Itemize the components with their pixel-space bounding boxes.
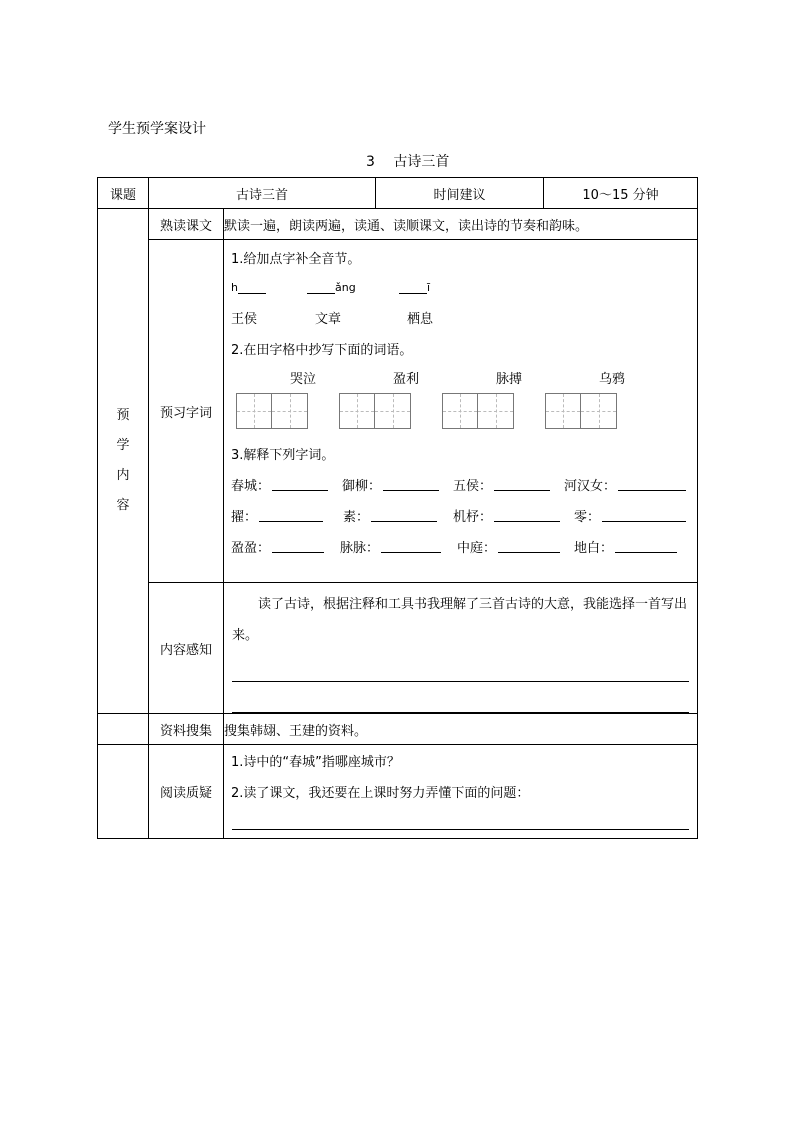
document-heading: 学生预学案设计: [108, 121, 206, 137]
lesson-number: 3: [366, 154, 375, 170]
familiar-text: 默读一遍，朗读两遍，读通、读顺课文，读出诗的节奏和韵味。: [224, 209, 698, 240]
materials-row: [98, 714, 698, 745]
tianzige-cell[interactable]: [272, 393, 308, 429]
answer-line[interactable]: [232, 807, 689, 830]
questions-row: [98, 745, 698, 839]
q2-text: 2.在田字格中抄写下面的词语。: [231, 343, 413, 358]
term-blank-input[interactable]: [615, 540, 677, 553]
pinyin-blank-input[interactable]: [399, 283, 427, 294]
section-char: 预: [116, 408, 130, 423]
section-char: 容: [116, 498, 130, 513]
terms-row-3: [224, 531, 697, 562]
tianzige-cell[interactable]: [236, 393, 272, 429]
term-blank-input[interactable]: [618, 478, 686, 491]
term-item: [564, 475, 686, 494]
pinyin-row: [224, 273, 697, 301]
term-item: [453, 506, 560, 525]
question-1: 1.诗中的“春城”指哪座城市？: [231, 755, 400, 770]
perception-paragraph: 读了古诗，根据注释和工具书我理解了三首古诗的大意，我能选择一首写出来。: [232, 597, 688, 643]
lesson-title: [366, 151, 449, 171]
tianzige-pair: [442, 393, 514, 429]
section-char: 学: [116, 438, 130, 453]
term-label: 中庭：: [457, 541, 497, 556]
term-blank-input[interactable]: [272, 478, 328, 491]
familiar-label: 熟读课文: [149, 209, 224, 240]
term-label: 素：: [343, 510, 370, 525]
preview-label: 预习字词: [149, 240, 224, 583]
term-item: [231, 475, 328, 494]
term-blank-input[interactable]: [259, 509, 323, 522]
familiar-row: [98, 209, 698, 240]
perception-content: [224, 583, 698, 714]
topic-label: 课题: [98, 178, 149, 209]
term-item: [343, 506, 437, 525]
section-label-preview-content: [98, 209, 149, 714]
time-label: 时间建议: [376, 178, 544, 209]
chars-row: [224, 301, 697, 333]
preview-table: [97, 177, 698, 839]
copy-word: 乌鸦: [598, 371, 625, 387]
term-item: [574, 537, 677, 556]
tianzige-pair: [339, 393, 411, 429]
tianzige-cell[interactable]: [478, 393, 514, 429]
term-item: [340, 537, 441, 556]
term-blank-input[interactable]: [383, 478, 439, 491]
pinyin-text: h: [231, 280, 238, 294]
term-item: [231, 537, 324, 556]
term-item: [453, 475, 550, 494]
term-label: 五侯：: [453, 479, 493, 494]
questions-content: [224, 745, 698, 839]
section-char: 内: [116, 468, 130, 483]
pinyin-2: [307, 281, 399, 294]
terms-row-2: [224, 500, 697, 531]
time-value: 10～15 分钟: [544, 178, 698, 209]
term-item: [574, 506, 686, 525]
term-blank-input[interactable]: [371, 509, 437, 522]
answer-line[interactable]: [232, 651, 689, 682]
pinyin-1: [231, 281, 307, 294]
question-2: 2.读了课文，我还要在上课时努力弄懂下面的问题：: [231, 786, 530, 801]
term-label: 零：: [574, 510, 601, 525]
term-item: [231, 506, 323, 525]
tianzige-row: [224, 390, 697, 432]
preview-row: [98, 240, 698, 583]
answer-line[interactable]: [232, 682, 689, 713]
q1-text: 1.给加点字补全音节。: [231, 252, 361, 267]
term-item: [342, 475, 439, 494]
tianzige-cell[interactable]: [581, 393, 617, 429]
lesson-name: 古诗三首: [393, 154, 450, 170]
term-blank-input[interactable]: [494, 509, 560, 522]
perception-label: 内容感知: [149, 583, 224, 714]
pinyin-blank-input[interactable]: [307, 283, 335, 294]
materials-label: 资料搜集: [149, 714, 224, 745]
term-blank-input[interactable]: [498, 540, 560, 553]
copy-words-row: [224, 364, 697, 390]
pinyin-blank-input[interactable]: [238, 283, 266, 294]
questions-label: 阅读质疑: [149, 745, 224, 839]
perception-text: [224, 583, 697, 651]
tianzige-cell[interactable]: [442, 393, 478, 429]
q3-text: 3.解释下列字词。: [231, 448, 335, 463]
copy-word: 哭泣: [289, 371, 316, 387]
term-item: [457, 537, 560, 556]
term-label: 春城：: [231, 479, 271, 494]
term-blank-input[interactable]: [381, 540, 441, 553]
copy-word: 脉搏: [495, 371, 522, 387]
tianzige-cell[interactable]: [339, 393, 375, 429]
term-label: 盈盈：: [231, 541, 271, 556]
terms-row-1: [224, 469, 697, 500]
term-label: 御柳：: [342, 479, 382, 494]
pinyin-text: ǎng: [335, 280, 356, 294]
topic-value: 古诗三首: [149, 178, 376, 209]
term-blank-input[interactable]: [494, 478, 550, 491]
perception-row: [98, 583, 698, 714]
term-label: 地白：: [574, 541, 614, 556]
materials-text: 搜集韩翃、王建的资料。: [224, 714, 698, 745]
tianzige-pair: [545, 393, 617, 429]
term-label: 河汉女：: [564, 479, 617, 494]
char-word: 王侯: [231, 311, 258, 327]
term-blank-input[interactable]: [272, 540, 324, 553]
tianzige-cell[interactable]: [375, 393, 411, 429]
tianzige-pair: [236, 393, 308, 429]
tianzige-cell[interactable]: [545, 393, 581, 429]
pinyin-3: [399, 281, 430, 294]
term-label: 擢：: [231, 510, 258, 525]
preview-content: [224, 240, 698, 583]
header-row: [98, 178, 698, 209]
term-label: 脉脉：: [340, 541, 380, 556]
pinyin-text: ī: [427, 280, 431, 294]
term-blank-input[interactable]: [602, 509, 686, 522]
copy-word: 盈利: [392, 371, 419, 387]
char-word: 栖息: [407, 311, 434, 327]
term-label: 机杼：: [453, 510, 493, 525]
char-word: 文章: [315, 311, 342, 327]
